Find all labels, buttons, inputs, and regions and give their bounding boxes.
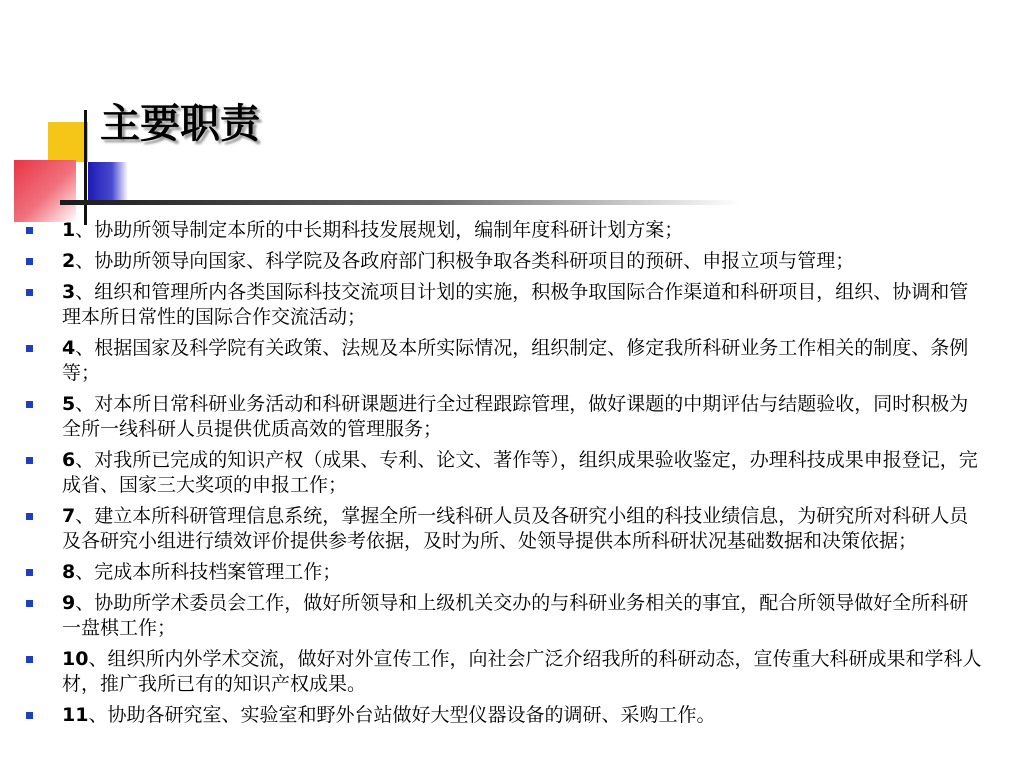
item-number: 2 <box>62 250 76 272</box>
item-text: 、建立本所科研管理信息系统，掌握全所一线科研人员及各研究小组的科技业绩信息，为研究所对科研人员及各研究小组进行绩效评价提供参考依据，及时为所、处领导提供本所科研状况基础数据和决策依据； <box>62 505 969 552</box>
bullet-icon <box>26 656 33 663</box>
bullet-icon <box>26 712 33 719</box>
bullet-icon <box>26 600 33 607</box>
item-number: 1 <box>62 219 76 241</box>
item-number: 4 <box>62 337 76 359</box>
item-text: 、对我所已完成的知识产权（成果、专利、论文、著作等），组织成果验收鉴定，办理科技成果申报登记，完成省、国家三大奖项的申报工作； <box>62 449 978 496</box>
bullet-icon <box>26 401 33 408</box>
item-text: 、协助所领导制定本所的中长期科技发展规划，编制年度科研计划方案； <box>75 219 684 241</box>
item-text: 、完成本所科技档案管理工作； <box>75 561 342 583</box>
list-item <box>20 560 986 585</box>
bullet-icon <box>26 513 33 520</box>
item-number: 9 <box>62 592 76 614</box>
list-item <box>20 448 986 498</box>
list-item <box>20 591 986 641</box>
item-number: 10 <box>62 648 89 670</box>
bullet-icon <box>26 569 33 576</box>
item-text: 、协助各研究室、实验室和野外台站做好大型仪器设备的调研、采购工作。 <box>88 704 716 726</box>
bullet-icon <box>26 258 33 265</box>
bullet-icon <box>26 345 33 352</box>
item-number: 6 <box>62 449 76 471</box>
list-item <box>20 249 986 274</box>
bullet-icon <box>26 289 33 296</box>
decor-yellow-square <box>48 122 88 162</box>
list-item <box>20 703 986 728</box>
item-text: 、协助所学术委员会工作，做好所领导和上级机关交办的与科研业务相关的事宜，配合所领导做好全所科研一盘棋工作； <box>62 592 969 639</box>
decor-red-square <box>14 160 76 222</box>
item-number: 5 <box>62 393 76 415</box>
item-number: 11 <box>62 704 89 726</box>
item-text: 、协助所领导向国家、科学院及各政府部门积极争取各类科研项目的预研、申报立项与管理； <box>75 250 855 272</box>
item-number: 3 <box>62 281 76 303</box>
title-underline <box>60 200 740 205</box>
bullet-icon <box>26 457 33 464</box>
item-number: 7 <box>62 505 76 527</box>
page-title: 主要职责 <box>100 101 260 147</box>
bullet-icon <box>26 227 33 234</box>
list-item <box>20 647 986 697</box>
duties-list <box>20 218 986 734</box>
item-text: 、根据国家及科学院有关政策、法规及本所实际情况，组织制定、修定我所科研业务工作相关的制度、条例等； <box>62 337 969 384</box>
decor-vertical-line <box>84 110 87 225</box>
list-item <box>20 504 986 554</box>
list-item <box>20 336 986 386</box>
item-text: 、对本所日常科研业务活动和科研课题进行全过程跟踪管理，做好课题的中期评估与结题验收，同时积极为全所一线科研人员提供优质高效的管理服务； <box>62 393 969 440</box>
list-item <box>20 392 986 442</box>
list-item <box>20 218 986 243</box>
list-item <box>20 280 986 330</box>
item-number: 8 <box>62 561 76 583</box>
decor-blue-square <box>88 162 128 202</box>
item-text: 、组织和管理所内各类国际科技交流项目计划的实施，积极争取国际合作渠道和科研项目，组织、协调和管理本所日常性的国际合作交流活动； <box>62 281 969 328</box>
item-text: 、组织所内外学术交流，做好对外宣传工作，向社会广泛介绍我所的科研动态，宣传重大科研成果和学科人材，推广我所已有的知识产权成果。 <box>62 648 982 695</box>
